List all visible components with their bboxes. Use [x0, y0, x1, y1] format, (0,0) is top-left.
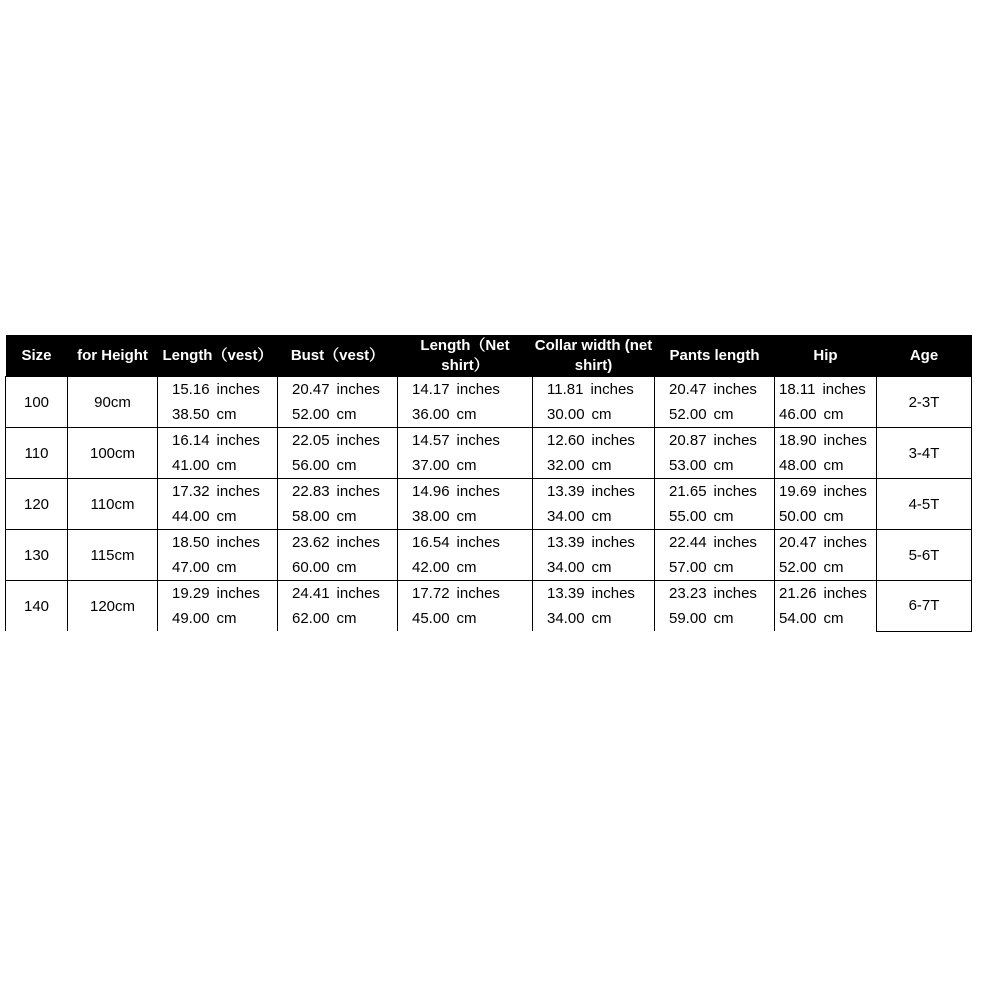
collar-width-cell — [533, 581, 655, 632]
inches-line — [547, 530, 654, 555]
cm-value: 52.00 — [779, 559, 817, 576]
cm-unit: cm — [713, 406, 734, 423]
bust-vest-cell — [278, 530, 398, 581]
inches-value: 11.81 — [547, 381, 584, 398]
inches-line — [669, 377, 774, 402]
cm-unit: cm — [456, 610, 477, 627]
inches-value: 21.65 — [669, 483, 707, 500]
length-vest-cell — [158, 377, 278, 428]
cm-line — [669, 453, 774, 478]
cm-value: 44.00 — [172, 508, 210, 525]
inches-value: 22.44 — [669, 534, 707, 551]
inches-unit: inches — [336, 381, 380, 398]
inches-unit: inches — [336, 534, 380, 551]
cm-line — [547, 504, 654, 529]
inches-line — [669, 530, 774, 555]
inches-unit: inches — [216, 381, 260, 398]
length-net-shirt-cell — [398, 377, 533, 428]
height-cell: 110cm — [68, 479, 158, 530]
header-length-vest: Length（vest） — [158, 335, 278, 377]
cm-line — [412, 606, 532, 631]
inches-unit: inches — [823, 483, 867, 500]
inches-value: 16.54 — [412, 534, 450, 551]
inches-line — [412, 530, 532, 555]
cm-unit: cm — [216, 406, 237, 423]
cm-unit: cm — [336, 406, 357, 423]
inches-unit: inches — [590, 381, 634, 398]
cm-line — [669, 504, 774, 529]
cm-unit: cm — [591, 508, 612, 525]
size-cell: 110 — [6, 428, 68, 479]
header-size: Size — [6, 335, 68, 377]
cm-line — [547, 606, 654, 631]
inches-unit: inches — [591, 534, 635, 551]
inches-unit: inches — [336, 432, 380, 449]
cm-unit: cm — [713, 610, 734, 627]
inches-line — [292, 428, 397, 453]
cm-unit: cm — [456, 406, 477, 423]
inches-unit: inches — [216, 585, 260, 602]
inches-unit: inches — [713, 381, 757, 398]
cm-value: 55.00 — [669, 508, 707, 525]
cm-unit: cm — [336, 508, 357, 525]
inches-line — [547, 581, 654, 606]
inches-unit: inches — [713, 432, 757, 449]
inches-unit: inches — [456, 585, 500, 602]
cm-value: 62.00 — [292, 610, 330, 627]
inches-unit: inches — [216, 432, 260, 449]
cm-value: 34.00 — [547, 508, 585, 525]
header-hip: Hip — [775, 335, 877, 377]
inches-line — [779, 581, 876, 606]
cm-unit: cm — [591, 406, 612, 423]
inches-unit: inches — [713, 483, 757, 500]
inches-unit: inches — [591, 585, 635, 602]
header-length-net-shirt: Length（Net shirt） — [398, 335, 533, 377]
cm-line — [669, 555, 774, 580]
inches-value: 13.39 — [547, 483, 585, 500]
table-row — [6, 479, 972, 530]
inches-line — [779, 377, 876, 402]
cm-line — [412, 402, 532, 427]
cm-value: 57.00 — [669, 559, 707, 576]
inches-value: 23.23 — [669, 585, 707, 602]
cm-line — [172, 504, 277, 529]
inches-line — [669, 479, 774, 504]
pants-length-cell — [655, 428, 775, 479]
inches-unit: inches — [456, 483, 500, 500]
cm-unit: cm — [216, 457, 237, 474]
inches-unit: inches — [591, 432, 635, 449]
inches-unit: inches — [823, 585, 867, 602]
size-cell: 100 — [6, 377, 68, 428]
height-cell: 100cm — [68, 428, 158, 479]
cm-unit: cm — [456, 559, 477, 576]
inches-line — [779, 428, 876, 453]
cm-value: 52.00 — [292, 406, 330, 423]
inches-line — [547, 479, 654, 504]
inches-line — [547, 377, 654, 402]
pants-length-cell — [655, 530, 775, 581]
age-cell: 6-7T — [877, 581, 972, 632]
inches-value: 14.96 — [412, 483, 450, 500]
inches-line — [412, 581, 532, 606]
inches-unit: inches — [822, 381, 866, 398]
inches-unit: inches — [336, 585, 380, 602]
inches-line — [172, 530, 277, 555]
cm-value: 30.00 — [547, 406, 585, 423]
size-chart-table — [5, 335, 972, 632]
inches-line — [292, 530, 397, 555]
header-row — [6, 335, 972, 377]
header-collar-width: Collar width (net shirt) — [533, 335, 655, 377]
table-row — [6, 428, 972, 479]
collar-width-cell — [533, 479, 655, 530]
height-cell: 115cm — [68, 530, 158, 581]
inches-value: 17.32 — [172, 483, 210, 500]
cm-line — [172, 606, 277, 631]
cm-value: 49.00 — [172, 610, 210, 627]
cm-value: 32.00 — [547, 457, 585, 474]
cm-unit: cm — [713, 559, 734, 576]
cm-line — [292, 402, 397, 427]
length-vest-cell — [158, 479, 278, 530]
inches-value: 20.87 — [669, 432, 707, 449]
age-cell: 4-5T — [877, 479, 972, 530]
cm-value: 53.00 — [669, 457, 707, 474]
inches-line — [669, 581, 774, 606]
inches-line — [172, 428, 277, 453]
inches-line — [779, 530, 876, 555]
cm-line — [547, 453, 654, 478]
cm-value: 48.00 — [779, 457, 817, 474]
header-bust-vest: Bust（vest） — [278, 335, 398, 377]
size-cell: 120 — [6, 479, 68, 530]
length-net-shirt-cell — [398, 581, 533, 632]
cm-value: 54.00 — [779, 610, 817, 627]
inches-value: 20.47 — [292, 381, 330, 398]
cm-line — [292, 555, 397, 580]
cm-value: 34.00 — [547, 559, 585, 576]
inches-value: 15.16 — [172, 381, 210, 398]
cm-line — [412, 453, 532, 478]
cm-value: 45.00 — [412, 610, 450, 627]
cm-line — [779, 504, 876, 529]
cm-unit: cm — [823, 610, 844, 627]
inches-value: 20.47 — [669, 381, 707, 398]
age-cell: 3-4T — [877, 428, 972, 479]
cm-unit: cm — [336, 559, 357, 576]
inches-unit: inches — [336, 483, 380, 500]
cm-value: 58.00 — [292, 508, 330, 525]
cm-unit: cm — [216, 559, 237, 576]
cm-value: 34.00 — [547, 610, 585, 627]
cm-unit: cm — [591, 559, 612, 576]
inches-value: 18.11 — [779, 381, 816, 398]
cm-value: 52.00 — [669, 406, 707, 423]
cm-line — [779, 606, 876, 631]
inches-unit: inches — [216, 483, 260, 500]
table-body — [6, 377, 972, 632]
cm-value: 60.00 — [292, 559, 330, 576]
cm-line — [779, 555, 876, 580]
inches-value: 13.39 — [547, 534, 585, 551]
bust-vest-cell — [278, 377, 398, 428]
inches-value: 12.60 — [547, 432, 585, 449]
pants-length-cell — [655, 479, 775, 530]
cm-value: 46.00 — [779, 406, 817, 423]
collar-width-cell — [533, 530, 655, 581]
inches-value: 20.47 — [779, 534, 817, 551]
inches-unit: inches — [216, 534, 260, 551]
inches-line — [292, 479, 397, 504]
cm-line — [779, 402, 876, 427]
inches-value: 18.50 — [172, 534, 210, 551]
cm-unit: cm — [713, 457, 734, 474]
cm-line — [412, 555, 532, 580]
cm-line — [779, 453, 876, 478]
bust-vest-cell — [278, 581, 398, 632]
inches-unit: inches — [456, 534, 500, 551]
size-cell: 140 — [6, 581, 68, 632]
cm-value: 36.00 — [412, 406, 450, 423]
cm-unit: cm — [823, 457, 844, 474]
cm-unit: cm — [823, 508, 844, 525]
cm-value: 37.00 — [412, 457, 450, 474]
inches-line — [412, 479, 532, 504]
inches-unit: inches — [713, 585, 757, 602]
hip-cell — [775, 479, 877, 530]
inches-value: 19.69 — [779, 483, 817, 500]
inches-unit: inches — [823, 534, 867, 551]
length-net-shirt-cell — [398, 428, 533, 479]
cm-unit: cm — [336, 457, 357, 474]
cm-unit: cm — [713, 508, 734, 525]
hip-cell — [775, 530, 877, 581]
inches-unit: inches — [456, 381, 500, 398]
pants-length-cell — [655, 581, 775, 632]
age-cell: 2-3T — [877, 377, 972, 428]
cm-line — [669, 606, 774, 631]
collar-width-cell — [533, 377, 655, 428]
cm-unit: cm — [591, 457, 612, 474]
cm-value: 50.00 — [779, 508, 817, 525]
inches-value: 22.05 — [292, 432, 330, 449]
inches-line — [292, 581, 397, 606]
cm-unit: cm — [823, 559, 844, 576]
hip-cell — [775, 377, 877, 428]
table-row — [6, 581, 972, 632]
cm-line — [292, 453, 397, 478]
cm-line — [172, 402, 277, 427]
inches-value: 13.39 — [547, 585, 585, 602]
cm-line — [669, 402, 774, 427]
inches-line — [779, 479, 876, 504]
table-row — [6, 530, 972, 581]
inches-line — [412, 428, 532, 453]
collar-width-cell — [533, 428, 655, 479]
inches-value: 22.83 — [292, 483, 330, 500]
cm-value: 38.00 — [412, 508, 450, 525]
cm-line — [292, 504, 397, 529]
cm-unit: cm — [336, 610, 357, 627]
cm-line — [547, 555, 654, 580]
inches-value: 14.57 — [412, 432, 450, 449]
pants-length-cell — [655, 377, 775, 428]
header-age: Age — [877, 335, 972, 377]
header-height: for Height — [68, 335, 158, 377]
inches-line — [292, 377, 397, 402]
cm-value: 42.00 — [412, 559, 450, 576]
cm-line — [412, 504, 532, 529]
length-net-shirt-cell — [398, 530, 533, 581]
inches-value: 23.62 — [292, 534, 330, 551]
cm-value: 47.00 — [172, 559, 210, 576]
inches-value: 21.26 — [779, 585, 817, 602]
cm-value: 56.00 — [292, 457, 330, 474]
cm-unit: cm — [456, 457, 477, 474]
inches-unit: inches — [591, 483, 635, 500]
bust-vest-cell — [278, 479, 398, 530]
age-cell: 5-6T — [877, 530, 972, 581]
cm-unit: cm — [823, 406, 844, 423]
inches-line — [172, 479, 277, 504]
size-cell: 130 — [6, 530, 68, 581]
cm-unit: cm — [591, 610, 612, 627]
inches-unit: inches — [456, 432, 500, 449]
inches-value: 16.14 — [172, 432, 210, 449]
inches-unit: inches — [823, 432, 867, 449]
inches-line — [547, 428, 654, 453]
cm-line — [292, 606, 397, 631]
header-pants-length: Pants length — [655, 335, 775, 377]
cm-value: 38.50 — [172, 406, 210, 423]
length-vest-cell — [158, 581, 278, 632]
cm-line — [547, 402, 654, 427]
cm-unit: cm — [456, 508, 477, 525]
cm-line — [172, 453, 277, 478]
hip-cell — [775, 428, 877, 479]
cm-line — [172, 555, 277, 580]
inches-value: 14.17 — [412, 381, 450, 398]
cm-value: 41.00 — [172, 457, 210, 474]
inches-line — [172, 377, 277, 402]
cm-unit: cm — [216, 610, 237, 627]
height-cell: 90cm — [68, 377, 158, 428]
length-vest-cell — [158, 530, 278, 581]
height-cell: 120cm — [68, 581, 158, 632]
inches-line — [412, 377, 532, 402]
hip-cell — [775, 581, 877, 632]
cm-unit: cm — [216, 508, 237, 525]
inches-line — [669, 428, 774, 453]
inches-line — [172, 581, 277, 606]
inches-value: 24.41 — [292, 585, 330, 602]
bust-vest-cell — [278, 428, 398, 479]
inches-value: 19.29 — [172, 585, 210, 602]
length-net-shirt-cell — [398, 479, 533, 530]
inches-unit: inches — [713, 534, 757, 551]
inches-value: 18.90 — [779, 432, 817, 449]
cm-value: 59.00 — [669, 610, 707, 627]
length-vest-cell — [158, 428, 278, 479]
table-row — [6, 377, 972, 428]
inches-value: 17.72 — [412, 585, 450, 602]
